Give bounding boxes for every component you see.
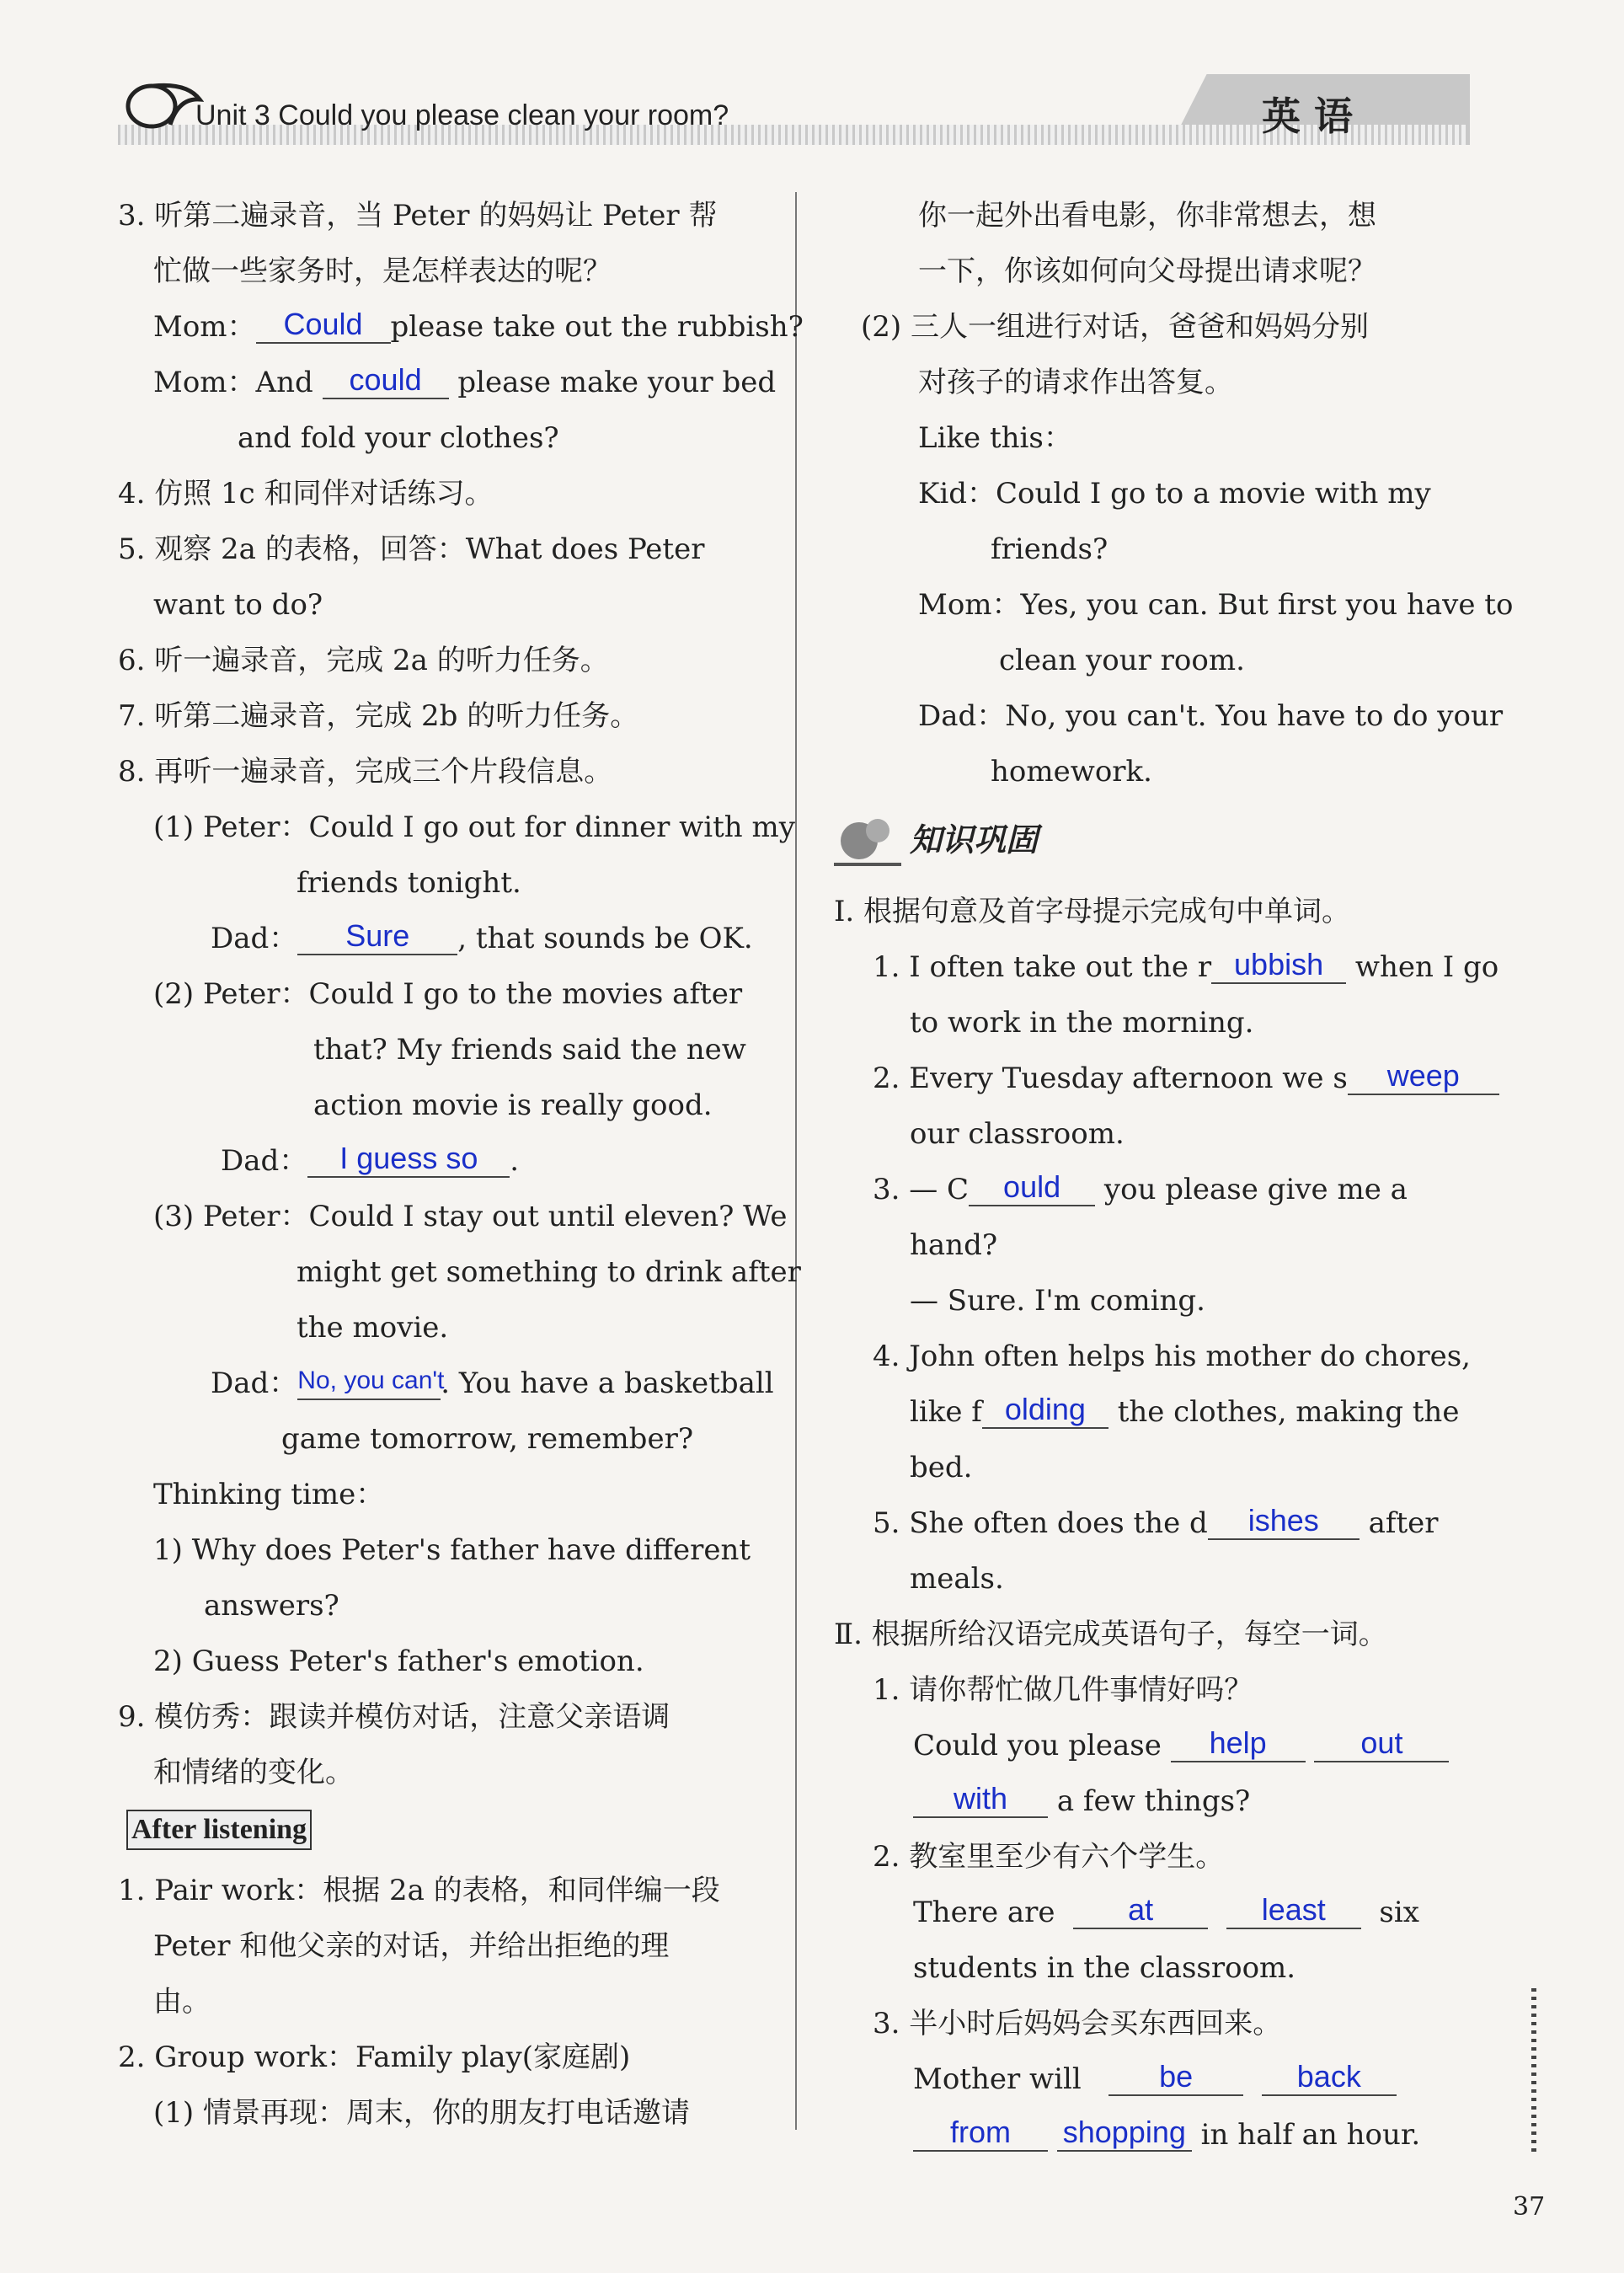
exercise-2-q3-line2: from shopping in half an hour.	[913, 2118, 1420, 2152]
exercise-1-q4: 4. John often helps his mother do chores,	[873, 1340, 1471, 1373]
dad-reply: Dad：No, you can't. You have to do your	[918, 699, 1504, 733]
exercise-2-q2: 2. 教室里至少有六个学生。	[873, 1840, 1225, 1874]
dad-reply-cont: homework.	[991, 755, 1152, 789]
thinking-time: Thinking time：	[153, 1478, 385, 1511]
peter-line-2: (2) Peter：Could I go to the movies after	[153, 977, 743, 1011]
q9-text-cont: 和情绪的变化。	[153, 1756, 354, 1789]
dad-line-3-cont: game tomorrow, remember?	[281, 1422, 694, 1456]
page-number: 37	[1513, 2192, 1546, 2222]
exercise-1-q1-cont: to work in the morning.	[910, 1006, 1254, 1040]
q3-text: 3. 听第二遍录音，当 Peter 的妈妈让 Peter 帮	[118, 199, 718, 233]
answer-blank: ishes	[1208, 1506, 1360, 1540]
answer-blank: ubbish	[1211, 950, 1346, 984]
peter-line-1-cont: friends tonight.	[296, 866, 521, 900]
section-decoration-icon	[825, 805, 910, 873]
answer-blank: Could	[256, 310, 391, 344]
peter-line-3-cont2: the movie.	[296, 1311, 449, 1345]
subject-label: 英 语	[1262, 94, 1354, 139]
q4-text: 4. 仿照 1c 和同伴对话练习。	[118, 477, 494, 511]
exercise-1-q4-cont: like f olding the clothes, making the	[910, 1392, 1460, 1429]
dad-line-2: Dad： I guess so .	[221, 1141, 520, 1178]
exercise-2-q2-cont: students in the classroom.	[913, 1951, 1296, 1985]
exercise-1-q2: 2. Every Tuesday afternoon we s weep	[873, 1062, 1499, 1095]
thinking-q2: 2) Guess Peter's father's emotion.	[153, 1645, 644, 1678]
q5-text-cont: want to do?	[153, 588, 323, 622]
thinking-q1: 1) Why does Peter's father have different	[153, 1533, 751, 1567]
exercise-1-q1: 1. I often take out the r ubbish when I go	[873, 947, 1499, 984]
answer-blank: I guess so	[307, 1144, 510, 1178]
answer-blank: at	[1073, 1896, 1208, 1929]
peter-line-2-cont2: action movie is really good.	[313, 1088, 713, 1122]
after-listening-heading: After listening	[126, 1810, 312, 1850]
peter-line-1: (1) Peter：Could I go out for dinner with my	[153, 810, 795, 844]
exercise-2-heading: Ⅱ. 根据所给汉语完成英语句子，每空一词。	[834, 1618, 1387, 1651]
section-banner: 知识巩固	[910, 821, 1039, 858]
kid-line-cont: friends?	[991, 532, 1108, 566]
scenario-text-cont: 一下，你该如何向父母提出请求呢？	[918, 254, 1376, 288]
peter-line-2-cont: that? My friends said the new	[313, 1033, 746, 1067]
answer-blank: least	[1226, 1896, 1361, 1929]
peter-line-3: (3) Peter：Could I stay out until eleven? We	[153, 1200, 788, 1233]
exercise-2-q3: 3. 半小时后妈妈会买东西回来。	[873, 2007, 1282, 2040]
unit-title: Unit 3 Could you please clean your room?	[195, 99, 729, 131]
dad-line-1: Dad： Sure , that sounds be OK.	[211, 918, 753, 955]
after-q2-sub1: (1) 情景再现：周末，你的朋友打电话邀请	[153, 2096, 690, 2130]
answer-blank: shopping	[1057, 2118, 1192, 2152]
thinking-q1-cont: answers?	[204, 1589, 339, 1623]
mom-reply-cont: clean your room.	[999, 644, 1245, 677]
answer-blank: Sure	[297, 922, 457, 955]
exercise-1-q4-cont2: bed.	[910, 1451, 973, 1484]
after-q2: 2. Group work：Family play(家庭剧)	[118, 2040, 631, 2074]
answer-blank: weep	[1348, 1062, 1499, 1095]
exercise-2-q1-line: Could you please help out	[913, 1729, 1449, 1762]
q6-text: 6. 听一遍录音，完成 2a 的听力任务。	[118, 644, 609, 677]
column-divider	[795, 192, 797, 2130]
answer-blank: out	[1314, 1729, 1449, 1762]
exercise-2-q2-line: There are at least six	[913, 1892, 1419, 1929]
unit-logo-icon	[120, 74, 204, 133]
exercise-2-q3-line: Mother will be back	[913, 2062, 1397, 2096]
mom-line-2-cont: and fold your clothes?	[238, 421, 559, 455]
answer-blank: No, you can't	[297, 1366, 441, 1400]
after-q1-cont2: 由。	[153, 1985, 211, 2019]
exercise-1-q2-cont: our classroom.	[910, 1117, 1125, 1151]
mom-reply: Mom：Yes, you can. But first you have to	[918, 588, 1514, 622]
like-this-label: Like this：	[918, 421, 1072, 455]
exercise-1-q5: 5. She often does the d ishes after	[873, 1503, 1439, 1540]
answer-blank: from	[913, 2118, 1048, 2152]
answer-blank: ould	[969, 1173, 1095, 1206]
scenario-text: 你一起外出看电影，你非常想去，想	[918, 199, 1376, 233]
group-task-2: (2) 三人一组进行对话，爸爸和妈妈分别	[861, 310, 1369, 344]
page-edge-dots	[1531, 1988, 1536, 2157]
q7-text: 7. 听第二遍录音，完成 2b 的听力任务。	[118, 699, 639, 733]
mom-line-2: Mom：And could please make your bed	[153, 362, 777, 399]
exercise-1-q3-reply: — Sure. I'm coming.	[910, 1284, 1205, 1318]
answer-blank: back	[1262, 2062, 1397, 2096]
after-q1: 1. Pair work：根据 2a 的表格，和同伴编一段	[118, 1874, 720, 1907]
exercise-1-q3: 3. — C ould you please give me a	[873, 1169, 1408, 1206]
exercise-2-q1: 1. 请你帮忙做几件事情好吗？	[873, 1673, 1253, 1707]
q5-text: 5. 观察 2a 的表格，回答：What does Peter	[118, 532, 705, 566]
exercise-2-q1-line2: with a few things?	[913, 1784, 1250, 1818]
exercise-1-q3-cont: hand?	[910, 1228, 998, 1262]
exercise-1-heading: Ⅰ. 根据句意及首字母提示完成句中单词。	[834, 895, 1351, 928]
answer-blank: be	[1108, 2062, 1243, 2096]
answer-blank: olding	[982, 1395, 1108, 1429]
answer-blank: could	[323, 366, 449, 399]
group-task-2-cont: 对孩子的请求作出答复。	[918, 366, 1233, 399]
answer-blank: help	[1171, 1729, 1306, 1762]
q8-text: 8. 再听一遍录音，完成三个片段信息。	[118, 755, 613, 789]
q3-text-cont: 忙做一些家务时，是怎样表达的呢？	[153, 254, 612, 288]
after-q1-cont: Peter 和他父亲的对话，并给出拒绝的理	[153, 1929, 670, 1963]
q9-text: 9. 模仿秀：跟读并模仿对话，注意父亲语调	[118, 1700, 670, 1734]
answer-blank: with	[913, 1784, 1048, 1818]
dad-line-3: Dad：No, you can't. You have a basketball	[211, 1366, 774, 1400]
peter-line-3-cont: might get something to drink after	[296, 1255, 801, 1289]
kid-line: Kid：Could I go to a movie with my	[918, 477, 1431, 511]
mom-line-1: Mom： Could please take out the rubbish?	[153, 307, 804, 344]
exercise-1-q5-cont: meals.	[910, 1562, 1004, 1596]
